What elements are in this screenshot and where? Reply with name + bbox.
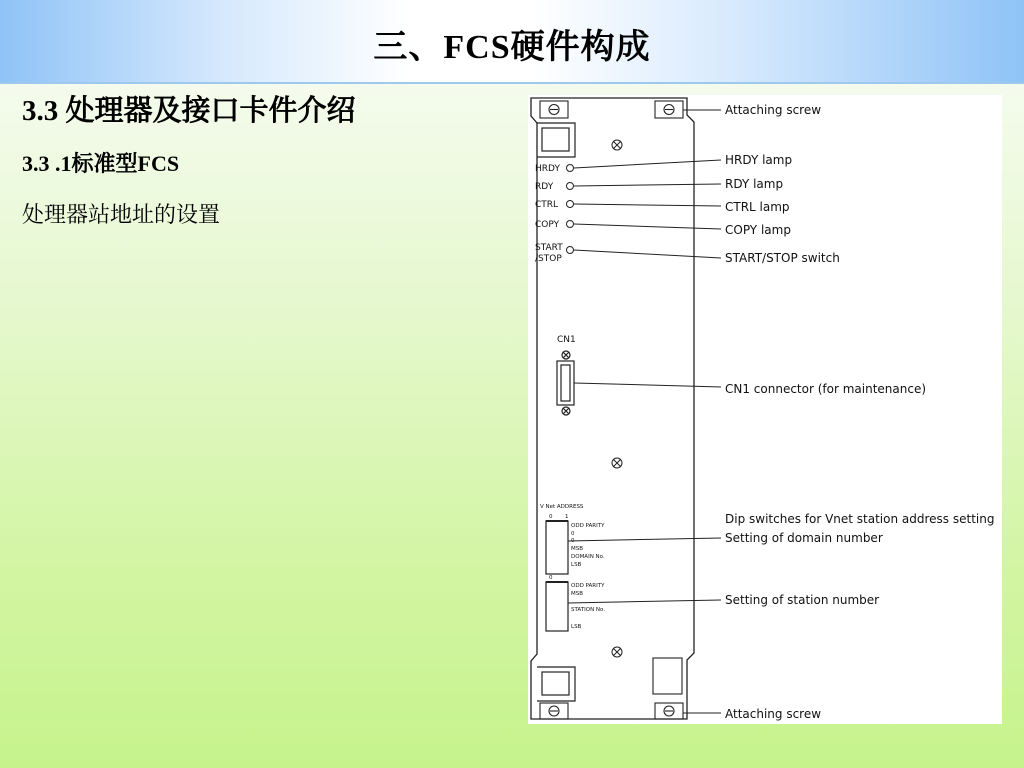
vnet-address-label: V Net ADDRESS bbox=[540, 504, 584, 510]
card-diagram-svg bbox=[528, 95, 1002, 724]
station-dip-switch-icon bbox=[546, 582, 568, 631]
dip-upper-label: DOMAIN No. bbox=[571, 554, 605, 560]
subsection-heading: 3.3 .1标准型FCS bbox=[22, 151, 180, 176]
hrdy-lamp-label: HRDY lamp bbox=[725, 153, 793, 167]
mounting-hole-icon bbox=[612, 458, 622, 468]
dip-upper-label: MSB bbox=[571, 546, 584, 552]
rdy-panel-label: RDY bbox=[535, 182, 554, 192]
dip-upper-label: LSB bbox=[571, 562, 582, 568]
rdy-lamp-label: RDY lamp bbox=[725, 177, 784, 191]
dip-upper-label: 0 bbox=[571, 531, 575, 537]
ctrl-lamp-label: CTRL lamp bbox=[725, 200, 790, 214]
bit-0-label: 0 bbox=[549, 514, 553, 520]
mounting-hole-icon bbox=[612, 140, 622, 150]
bottom-handle-icon bbox=[537, 667, 575, 701]
mounting-hole-icon bbox=[612, 647, 622, 657]
callout-leader-lines bbox=[568, 110, 721, 713]
attaching-screw-bottom-label: Attaching screw bbox=[725, 707, 822, 721]
card-outline bbox=[531, 98, 694, 719]
cn1-connector-label: CN1 connector (for maintenance) bbox=[725, 382, 927, 396]
start-stop-switch-icon bbox=[567, 247, 574, 254]
top-left-screw-icon bbox=[540, 101, 568, 118]
dip-lower-label: LSB bbox=[571, 624, 582, 630]
cn1-connector-icon bbox=[557, 351, 574, 415]
dip-switches-label: Dip switches for Vnet station address setting bbox=[725, 512, 995, 526]
attaching-screw-top-label: Attaching screw bbox=[725, 103, 822, 117]
copy-lamp-icon bbox=[567, 221, 574, 228]
hrdy-panel-label: HRDY bbox=[535, 164, 560, 174]
station-number-label: Setting of station number bbox=[725, 593, 880, 607]
copy-panel-label: COPY bbox=[535, 220, 560, 230]
dip-lower-label: ODD PARITY bbox=[571, 583, 605, 589]
bottom-right-screw-icon bbox=[655, 703, 683, 719]
stop-panel-label: /STOP bbox=[535, 254, 562, 264]
domain-dip-switch-icon bbox=[546, 521, 568, 574]
start-panel-label: START bbox=[535, 243, 563, 253]
domain-number-label: Setting of domain number bbox=[725, 531, 883, 545]
rdy-lamp-icon bbox=[567, 183, 574, 190]
bottom-label-plate bbox=[653, 658, 682, 694]
body-text: 处理器站地址的设置 bbox=[22, 202, 221, 227]
ctrl-lamp-icon bbox=[567, 201, 574, 208]
hrdy-lamp-icon bbox=[567, 165, 574, 172]
slide-title: 三、FCS硬件构成 bbox=[373, 28, 651, 66]
dip-upper-label: ODD PARITY bbox=[571, 523, 605, 529]
title-bar bbox=[0, 0, 1024, 84]
processor-card-diagram bbox=[528, 95, 1002, 724]
top-handle-icon bbox=[537, 123, 575, 157]
bottom-left-screw-icon bbox=[540, 703, 568, 719]
bit-1-label: 1 bbox=[565, 514, 569, 520]
dip-lower-label: MSB bbox=[571, 591, 584, 597]
cn1-panel-label: CN1 bbox=[557, 335, 576, 345]
bit-0-lower-label: 0 bbox=[549, 575, 553, 581]
top-right-screw-icon bbox=[655, 101, 683, 118]
ctrl-panel-label: CTRL bbox=[535, 200, 559, 210]
dip-lower-label: STATION No. bbox=[571, 607, 606, 613]
section-heading: 3.3 处理器及接口卡件介绍 bbox=[22, 95, 356, 127]
copy-lamp-label: COPY lamp bbox=[725, 223, 791, 237]
start-stop-switch-label: START/STOP switch bbox=[725, 251, 840, 265]
